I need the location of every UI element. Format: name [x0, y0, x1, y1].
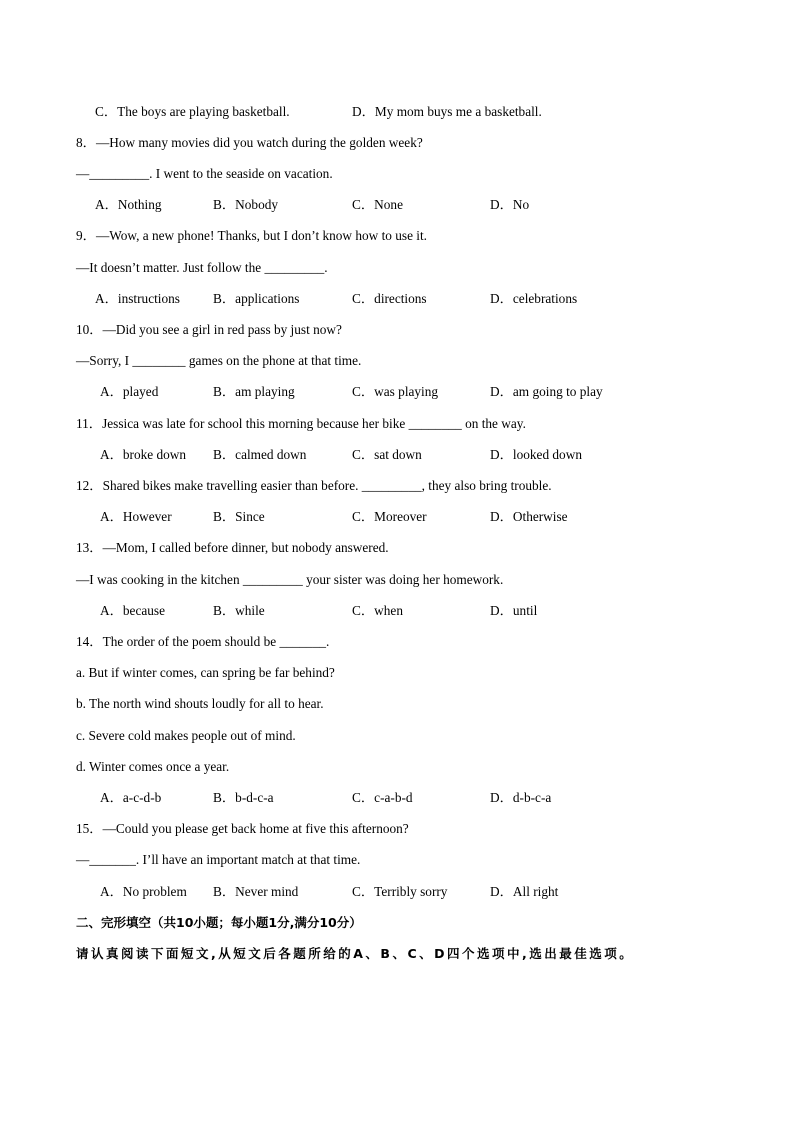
question-14-options — [76, 790, 716, 806]
section-instruction: 请认真阅读下面短文,从短文后各题所给的A、B、C、D四个选项中,选出最佳选项。 — [76, 946, 635, 961]
question-10-stem: 10．—Did you see a girl in red pass by just now? — [76, 322, 342, 337]
poem-line-d: d. Winter comes once a year. — [76, 759, 230, 774]
question-7-options — [76, 104, 716, 120]
option-d: D．All right — [490, 884, 559, 899]
option-c: C．directions — [352, 291, 427, 306]
option-a: A．a-c-d-b — [100, 790, 162, 805]
option-c: C．c-a-b-d — [352, 790, 413, 805]
question-10-answer-line: —Sorry, I ________ games on the phone at that time. — [76, 353, 362, 368]
option-c: C．sat down — [352, 447, 422, 462]
option-c: C．was playing — [352, 384, 439, 399]
option-a: A．played — [100, 384, 159, 399]
question-11-options — [76, 447, 716, 463]
question-13-stem: 13．—Mom, I called before dinner, but nobody answered. — [76, 540, 389, 555]
option-a: A．broke down — [100, 447, 187, 462]
poem-line-b: b. The north wind shouts loudly for all to hear. — [76, 696, 324, 711]
option-d: D．No — [490, 197, 530, 212]
question-8-answer-line: —_________. I went to the seaside on vacation. — [76, 166, 333, 181]
question-14-stem: 14．The order of the poem should be _______. — [76, 634, 330, 649]
question-10-options — [76, 384, 716, 400]
question-8-options — [76, 197, 716, 213]
option-c: C．Terribly sorry — [352, 884, 448, 899]
question-12-stem: 12．Shared bikes make travelling easier than before. _________, they also bring trouble. — [76, 478, 552, 493]
option-b: B．Nobody — [213, 197, 279, 212]
option-d: D．looked down — [490, 447, 582, 462]
question-12-options — [76, 509, 716, 525]
option-b: B．applications — [213, 291, 300, 306]
option-c: C．Moreover — [352, 509, 427, 524]
option-a: A．However — [100, 509, 172, 524]
question-9-answer-line: —It doesn’t matter. Just follow the _________. — [76, 260, 328, 275]
question-15-answer-line: —_______. I’ll have an important match at that time. — [76, 852, 361, 867]
question-15-stem: 15．—Could you please get back home at five this afternoon? — [76, 821, 409, 836]
option-a: A．instructions — [95, 291, 180, 306]
question-13-options — [76, 603, 716, 619]
option-b: B．Never mind — [213, 884, 299, 899]
option-d: D．d-b-c-a — [490, 790, 552, 805]
option-b: B．Since — [213, 509, 265, 524]
section-title: 二、完形填空（共10小题；每小题1分,满分10分） — [76, 915, 362, 930]
option-d: D．am going to play — [490, 384, 603, 399]
option-b: B．while — [213, 603, 265, 618]
option-c: C．The boys are playing basketball. — [95, 104, 290, 119]
question-15-options — [76, 884, 716, 900]
option-d: D．Otherwise — [490, 509, 568, 524]
option-a: A．because — [100, 603, 165, 618]
option-a: A．Nothing — [95, 197, 162, 212]
question-9-stem: 9．—Wow, a new phone! Thanks, but I don’t know how to use it. — [76, 228, 428, 243]
poem-line-a: a. But if winter comes, can spring be far behind? — [76, 665, 335, 680]
question-13-answer-line: —I was cooking in the kitchen _________ your sister was doing her homework. — [76, 572, 504, 587]
poem-line-c: c. Severe cold makes people out of mind. — [76, 728, 296, 743]
option-a: A．No problem — [100, 884, 187, 899]
option-d: D．My mom buys me a basketball. — [352, 104, 542, 119]
question-9-options — [76, 291, 716, 307]
option-b: B．b-d-c-a — [213, 790, 274, 805]
option-d: D．celebrations — [490, 291, 578, 306]
option-d: D．until — [490, 603, 538, 618]
option-b: B．calmed down — [213, 447, 307, 462]
option-c: C．when — [352, 603, 403, 618]
question-8-stem: 8．—How many movies did you watch during the golden week? — [76, 135, 423, 150]
option-b: B．am playing — [213, 384, 295, 399]
question-11-stem: 11．Jessica was late for school this morning because her bike ________ on the way. — [76, 416, 526, 431]
option-c: C．None — [352, 197, 403, 212]
